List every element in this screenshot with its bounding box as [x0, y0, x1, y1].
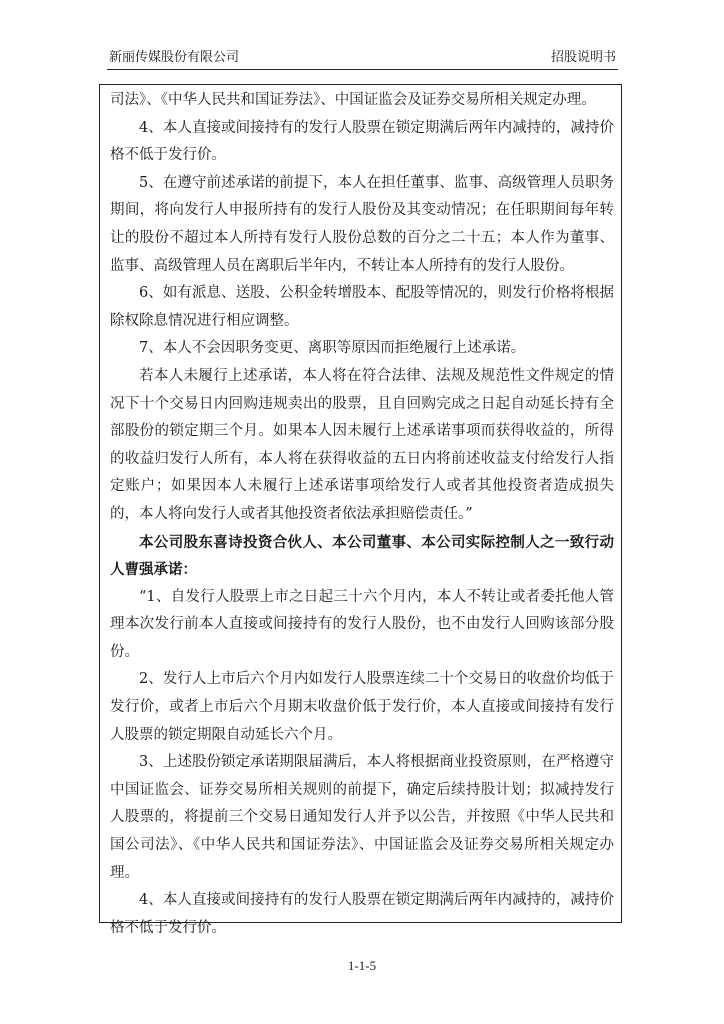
- paragraph-item-4-second: 4、本人直接或间接持有的发行人股票在锁定期满后两年内减持的，减持价格不低于发行价。: [110, 892, 614, 936]
- paragraph-item-7: 7、本人不会因职务变更、离职等原因而拒绝履行上述承诺。: [139, 340, 526, 357]
- header-company-name: 新丽传媒股份有限公司: [109, 50, 240, 65]
- paragraph-item-5: 5、在遵守前述承诺的前提下，本人在担任董事、监事、高级管理人员职务期间，将向发行人申报所持有的发行人股份及其变动情况；在任职期间每年转让的股份不超过本人所持有发行人股份总数的百分之二十五；本人作为董事、监事、高级管理人员在离职后半年内，不转让本人所持有的发行人股份。: [110, 174, 614, 274]
- header-divider: [107, 69, 618, 70]
- header-document-type: 招股说明书: [550, 50, 616, 65]
- paragraph-item-2: 2、发行人上市后六个月内如发行人股票连续二十个交易日的收盘价均低于发行价，或者上市后六个月期末收盘价低于发行价，本人直接或间接持有发行人股票的锁定期限自动延长六个月。: [110, 671, 614, 743]
- paragraph-item-4: 4、本人直接或间接持有的发行人股票在锁定期满后两年内减持的，减持价格不低于发行价。: [110, 119, 614, 164]
- document-body: [110, 87, 614, 942]
- paragraph-item-1: “1、自发行人股票上市之日起三十六个月内，本人不转让或者委托他人管理本次发行前本人直接或间接持有的发行人股份，也不由发行人回购该部分股份。: [110, 588, 614, 660]
- paragraph-item-6: 6、如有派息、送股、公积金转增股本、配股等情况的，则发行价格将根据除权除息情况进行相应调整。: [110, 285, 614, 329]
- paragraph-continuation: 司法》、《中华人民共和国证券法》、中国证监会及证券交易所相关规定办理。: [110, 92, 596, 108]
- paragraph-item-3: 3、上述股份锁定承诺期限届满后，本人将根据商业投资原则，在严格遵守中国证监会、证券交易所相关规则的前提下，确定后续持股计划；拟减持发行人股票的，将提前三个交易日通知发行人并予以公告，并按照《中华人民共和国公司法》、《中华人民共和国证券法》、中国证监会及证券交易所相关规定办理。: [110, 754, 614, 881]
- page-number: 1-1-5: [347, 958, 377, 973]
- section-heading-cao-qiang: 本公司股东喜诗投资合伙人、本公司董事、本公司实际控制人之一致行动人曹强承诺：: [110, 533, 614, 579]
- paragraph-breach-clause: 若本人未履行上述承诺，本人将在符合法律、法规及规范性文件规定的情况下十个交易日内回购违规卖出的股票，且自回购完成之日起自动延长持有全部股份的锁定期三个月。如果本人因未履行上述承诺事项而获得收益的，所得的收益归发行人所有，本人将在获得收益的五日内将前述收益支付给发行人指定账户；如果因本人未履行上述承诺事项给发行人或者其他投资者造成损失的，本人将向发行人或者其他投资者依法承担赔偿责任。”: [110, 367, 614, 522]
